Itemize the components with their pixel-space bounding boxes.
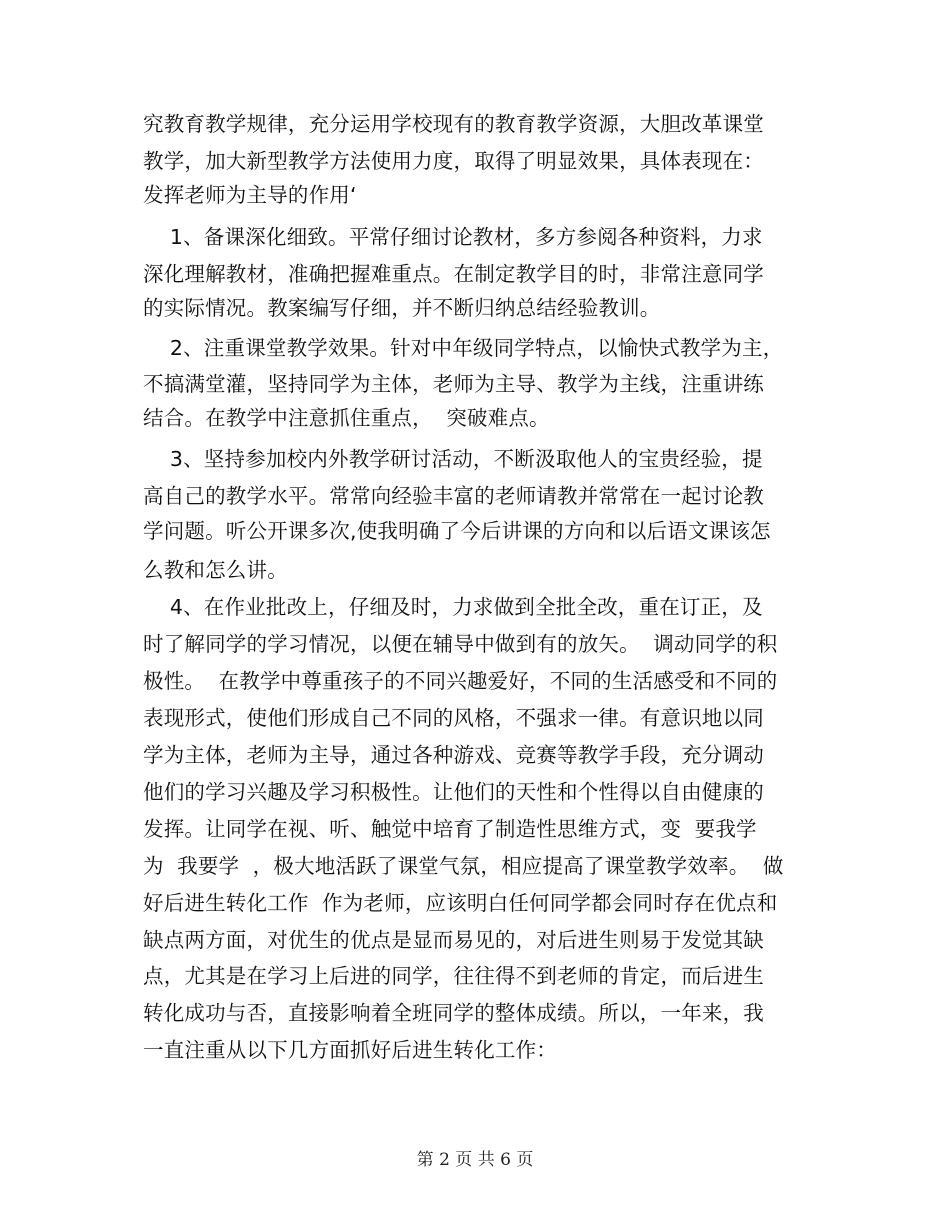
body-text-line: 学为主体，老师为主导，通过各种游戏、竞赛等教学手段，充分调动	[143, 743, 764, 767]
body-text-line: 一直注重从以下几方面抓好后进生转化工作：	[143, 1038, 557, 1062]
body-text-line: 点，尤其是在学习上后进的同学，往往得不到老师的肯定，而后进生	[143, 964, 764, 988]
body-text-line: 究教育教学规律，充分运用学校现有的教育教学资源，大胆改革课堂	[143, 112, 764, 136]
body-text-line: 转化成功与否，直接影响着全班同学的整体成绩。所以，一年来，我	[143, 1001, 764, 1025]
body-text-line: 高自己的教学水平。常常向经验丰富的老师请教并常常在一起讨论教	[143, 484, 764, 508]
body-text-line: 他们的学习兴趣及学习积极性。让他们的天性和个性得以自由健康的	[143, 780, 764, 804]
body-text-line: 为 我要学 ，极大地活跃了课堂气氛，相应提高了课堂教学效率。 做	[143, 854, 784, 878]
body-text-line: 时了解同学的学习情况，以便在辅导中做到有的放矢。 调动同学的积	[143, 632, 778, 656]
body-text-line: 4、在作业批改上，仔细及时，力求做到全批全改，重在订正，及	[143, 595, 763, 619]
page-number-footer: 第 2 页 共 6 页	[416, 1150, 534, 1170]
body-text-line: 不搞满堂灌，坚持同学为主体，老师为主导、教学为主线，注重讲练	[143, 372, 764, 396]
body-text-line: 缺点两方面，对优生的优点是显而易见的，对后进生则易于发觉其缺	[143, 928, 764, 952]
body-text-line: 1、备课深化细致。平常仔细讨论教材，多方参阅各种资料，力求	[143, 225, 763, 249]
body-text-line: 学问题。听公开课多次,使我明确了今后讲课的方向和以后语文课该怎	[143, 519, 771, 543]
body-text-line: 发挥老师为主导的作用‘	[143, 183, 357, 207]
body-text-line: 2、注重课堂教学效果。针对中年级同学特点，以愉快式教学为主，	[143, 336, 784, 360]
body-text-line: 极性。 在教学中尊重孩子的不同兴趣爱好，不同的生活感受和不同的	[143, 669, 778, 693]
body-text-line: 表现形式，使他们形成自己不同的风格，不强求一律。有意识地以同	[143, 706, 764, 730]
body-text-line: 3、坚持参加校内外教学研讨活动，不断汲取他人的宝贵经验，提	[143, 447, 763, 471]
body-text-line: 深化理解教材，准确把握难重点。在制定教学目的时，非常注意同学	[143, 262, 764, 286]
body-text-line: 教学，加大新型教学方法使用力度，取得了明显效果，具体表现在：	[143, 149, 764, 173]
body-text-line: 的实际情况。教案编写仔细，并不断归纳总结经验教训。	[143, 296, 661, 320]
body-text-line: 好后进生转化工作 作为老师，应该明白任何同学都会同时存在优点和	[143, 891, 778, 915]
body-text-line: 结合。在教学中注意抓住重点， 突破难点。	[143, 406, 550, 430]
body-text-line: 发挥。让同学在视、听、触觉中培育了制造性思维方式，变 要我学	[143, 817, 757, 841]
body-text-line: 么教和怎么讲。	[143, 558, 288, 582]
